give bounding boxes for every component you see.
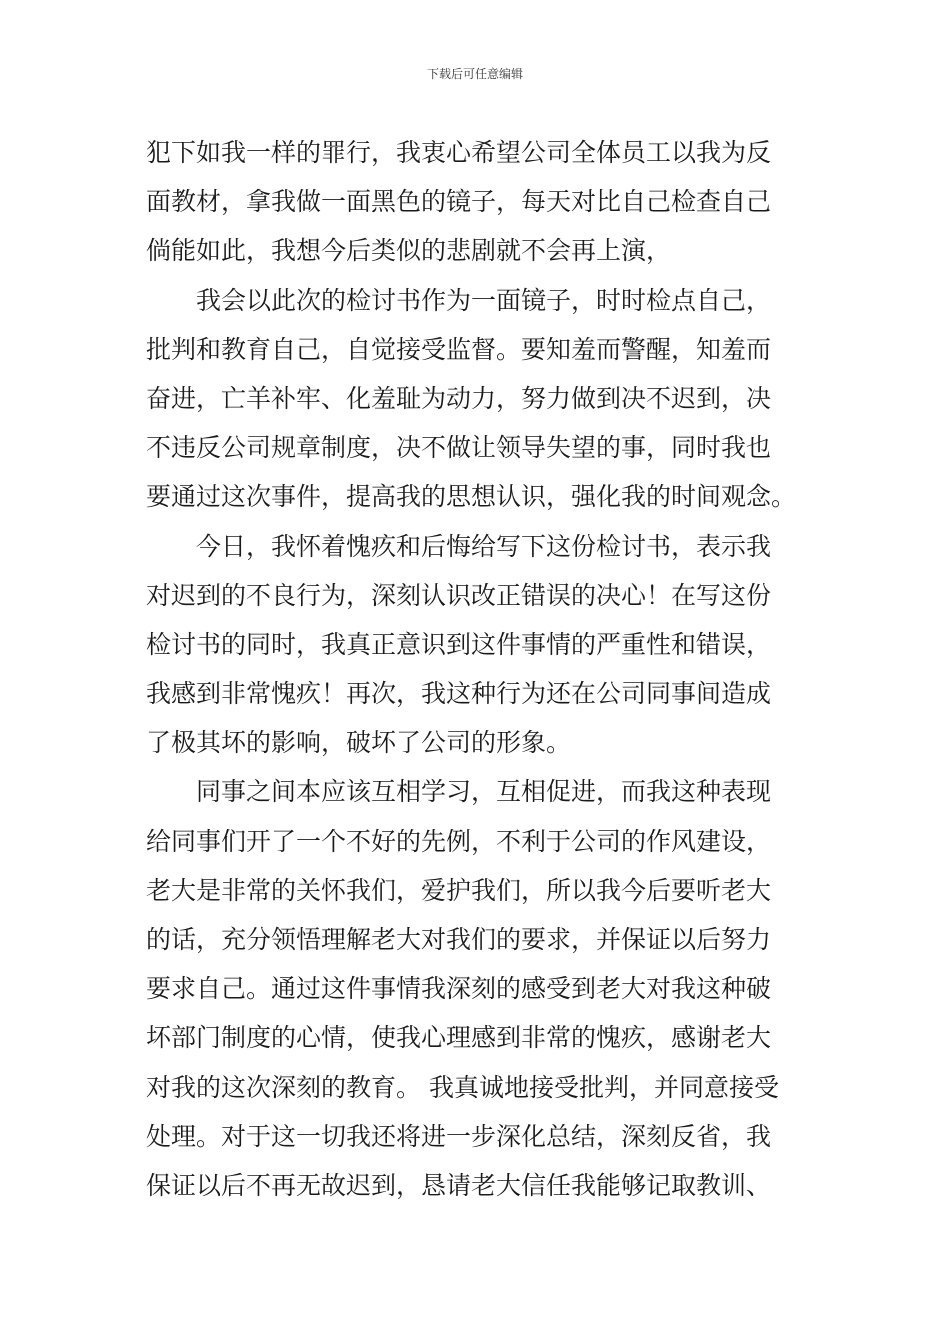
text-line: 我会以此次的检讨书作为一面镜子，时时检点自己，	[196, 285, 772, 315]
text-line: 要通过这次事件，提高我的思想认识，强化我的时间观念。	[146, 482, 797, 512]
text-line: 对迟到的不良行为，深刻认识改正错误的决心！在写这份	[146, 580, 772, 610]
text-line: 保证以后不再无故迟到，恳请老大信任我能够记取教训、	[146, 1170, 772, 1200]
text-line: 给同事们开了一个不好的先例，不利于公司的作风建设，	[146, 826, 772, 856]
text-line: 我感到非常愧疚！再次，我这种行为还在公司同事间造成	[146, 679, 772, 709]
text-line: 倘能如此，我想今后类似的悲剧就不会再上演，	[146, 236, 672, 266]
text-line: 处理。对于这一切我还将进一步深化总结，深刻反省，我	[146, 1121, 772, 1151]
text-line: 批判和教育自己，自觉接受监督。要知羞而警醒，知羞而	[146, 334, 772, 364]
text-line: 不违反公司规章制度，决不做让领导失望的事，同时我也	[146, 433, 772, 463]
text-line: 坏部门制度的心情，使我心理感到非常的愧疚，感谢老大	[146, 1023, 772, 1053]
text-line: 奋进，亡羊补牢、化羞耻为动力，努力做到决不迟到，决	[146, 383, 772, 413]
text-line: 的话，充分领悟理解老大对我们的要求，并保证以后努力	[146, 925, 772, 954]
text-line: 面教材，拿我做一面黑色的镜子，每天对比自己检查自己	[146, 187, 772, 217]
text-line: 老大是非常的关怀我们，爱护我们，所以我今后要听老大	[146, 875, 772, 905]
text-line: 检讨书的同时，我真正意识到这件事情的严重性和错误，	[146, 629, 772, 659]
text-line: 要求自己。通过这件事情我深刻的感受到老大对我这种破	[146, 974, 772, 1004]
text-line: 今日，我怀着愧疚和后悔给写下这份检讨书，表示我	[196, 531, 772, 561]
text-line: 对我的这次深刻的教育。 我真诚地接受批判，并同意接受	[146, 1072, 779, 1102]
text-line: 犯下如我一样的罪行，我衷心希望公司全体员工以我为反	[146, 138, 772, 167]
document-body	[146, 128, 816, 1210]
page-header: 下载后可任意编辑	[426, 67, 523, 81]
text-line: 了极其坏的影响，破坏了公司的形象。	[146, 728, 572, 758]
text-line: 同事之间本应该互相学习，互相促进，而我这种表现	[196, 777, 772, 807]
